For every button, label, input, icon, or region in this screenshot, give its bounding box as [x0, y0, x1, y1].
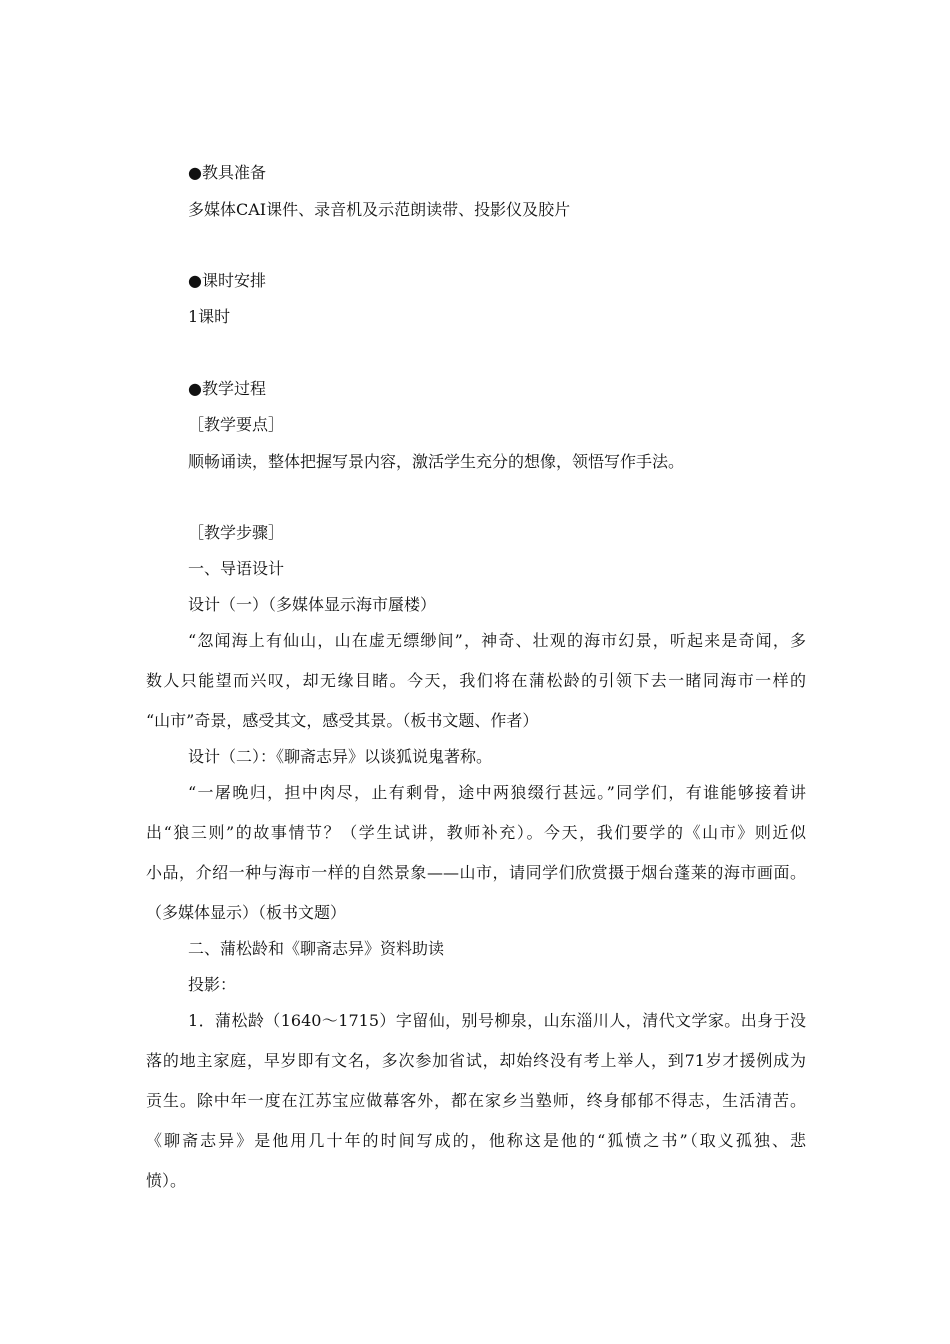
paragraph-line: （多媒体显示）（板书文题） [146, 903, 347, 922]
paragraph-line: “一屠晚归，担中肉尽，止有剩骨，途中两狼缀行甚远。”同学们，有谁能够接着讲 [188, 783, 806, 802]
key-points-text: 顺畅诵读，整体把握写景内容，激活学生充分的想像，领悟写作手法。 [188, 452, 685, 471]
paragraph-line: 出“狼三则”的故事情节？（学生试讲，教师补充）。今天，我们要学的《山市》则近似 [146, 823, 806, 842]
subheading-steps: ［教学步骤］ [188, 523, 285, 542]
step-two-heading: 二、蒲松龄和《聊斋志异》资料助读 [188, 939, 445, 958]
paragraph-line: 贡生。除中年一度在江苏宝应做幕客外，都在家乡当塾师，终身郁郁不得志，生活清苦。 [146, 1091, 806, 1110]
section-heading-process: ●教学过程 [188, 379, 266, 398]
design-two-heading: 设计（二）：《聊斋志异》以谈狐说鬼著称。 [188, 747, 493, 766]
schedule-text: 1课时 [188, 307, 231, 326]
design-one-heading: 设计（一）（多媒体显示海市蜃楼） [188, 595, 437, 614]
paragraph-line: 数人只能望而兴叹，却无缘目睹。今天，我们将在蒲松龄的引领下去一睹同海市一样的 [146, 671, 806, 690]
paragraph-line: 《聊斋志异》是他用几十年的时间写成的，他称这是他的“狐愤之书”（取义孤独、悲 [146, 1131, 806, 1150]
projection-label: 投影： [188, 975, 237, 994]
section-heading-teaching-aids: ●教具准备 [188, 163, 266, 182]
paragraph-line: 愤）。 [146, 1171, 187, 1190]
teaching-aids-text: 多媒体CAI课件、录音机及示范朗读带、投影仪及胶片 [188, 200, 571, 219]
paragraph-line: 小品，介绍一种与海市一样的自然景象——山市，请同学们欣赏摄于烟台蓬莱的海市画面。 [146, 863, 806, 882]
subheading-key-points: ［教学要点］ [188, 415, 285, 434]
section-heading-schedule: ●课时安排 [188, 271, 266, 290]
paragraph-line: “忽闻海上有仙山，山在虚无缥缈间”，神奇、壮观的海市幻景，听起来是奇闻，多 [188, 631, 806, 650]
step-one-heading: 一、导语设计 [188, 559, 285, 578]
paragraph-line: “山市”奇景，感受其文，感受其景。（板书文题、作者） [146, 711, 539, 730]
paragraph-line: 1．蒲松龄（1640～1715）字留仙，别号柳泉，山东淄川人，清代文学家。出身于没 [188, 1011, 806, 1030]
paragraph-line: 落的地主家庭，早岁即有文名，多次参加省试，却始终没有考上举人，到71岁才援例成为 [146, 1051, 806, 1070]
